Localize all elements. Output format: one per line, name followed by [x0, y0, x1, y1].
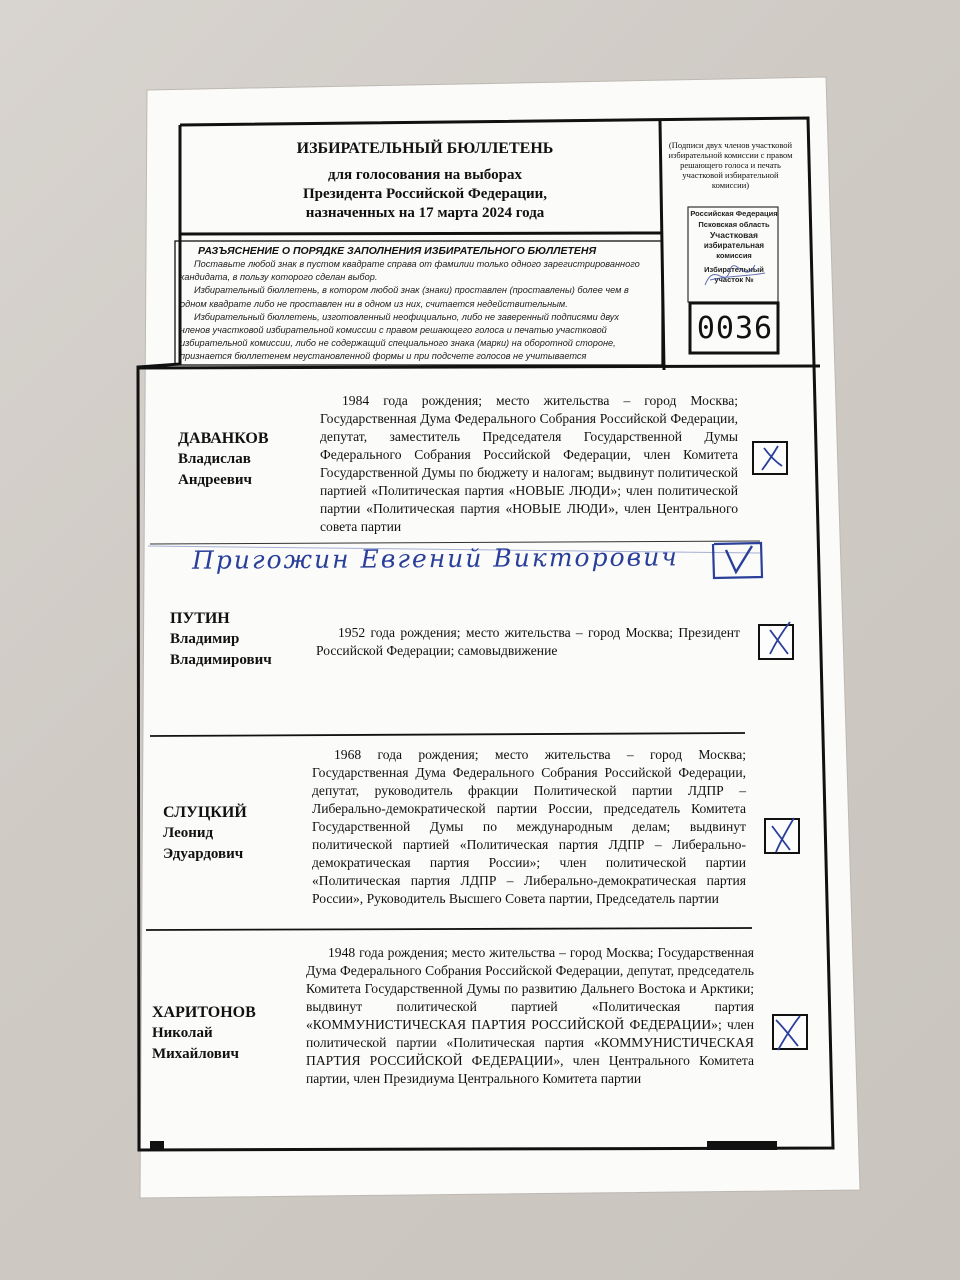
candidate-2-first-name: Владимир	[170, 631, 240, 647]
stamp-line-country: Российская Федерация	[690, 209, 778, 218]
ballot-subtitle-line3: назначенных на 17 марта 2024 года	[305, 205, 545, 221]
candidate-2-bio: 1952 года рождения; место жительства – город Москва; Президент Российской Федерации; самовыдвижение	[316, 625, 740, 658]
precinct-number: 0036	[696, 311, 774, 346]
candidate-2-patronymic: Владимирович	[170, 652, 272, 668]
candidate-3-bio: 1968 года рождения; место жительства – город Москва; Государственная Дума Федерального Собрания Российской Федерации, депутат, руководитель фракции Политической партии ЛДПР – Либерально-демократической партии России, председатель Комитета Государственной Думы по международным делам; выдвинут политической партией «Политическая партия ЛДПР – Либерально-демократическая партия России»; член политической партии «Политическая партия ЛДПР – Либерально-демократическая партия России», Руководитель Высшего Совета партии, Председатель партии	[312, 747, 746, 906]
stamp-line-6: Избирательный	[704, 264, 764, 274]
instructions-p3b: членов участковой избирательной комиссии с правом решающего голоса и печатью участковой	[180, 325, 607, 336]
stamp-line-4: избирательная	[703, 240, 765, 250]
instructions-p1a: Поставьте любой знак в пустом квадрате справа от фамилии только одного зарегистрированного	[194, 259, 640, 269]
candidate-1-surname: ДАВАНКОВ	[178, 430, 269, 447]
instructions-p3a: Избирательный бюллетень, изготовленный неофициально, либо не заверенный подписями двух	[194, 311, 619, 322]
instructions-p3d: признается бюллетенем неустановленной формы и при подсчете голосов не учитывается	[180, 351, 587, 362]
candidate-3-first-name: Леонид	[163, 825, 214, 841]
candidate-4-mark	[776, 1016, 800, 1050]
ballot-title: ИЗБИРАТЕЛЬНЫЙ БЮЛЛЕТЕНЬ	[296, 140, 554, 157]
instructions-title: РАЗЪЯСНЕНИЕ О ПОРЯДКЕ ЗАПОЛНЕНИЯ ИЗБИРАТЕЛЬНОГО БЮЛЛЕТЕНЯ	[198, 245, 597, 257]
instructions-p1b: кандидата, в пользу которого сделан выбор.	[180, 272, 378, 283]
instructions-p2b: одном квадрате либо не проставлен ни в одном из них, считается недействительным.	[180, 298, 568, 309]
ballot-subtitle-line1: для голосования на выборах	[328, 167, 522, 183]
signatures-note: (Подписи двух членов участковой избирательной комиссии с правом решающего голоса и печать участковой избирательной комиссии)	[668, 140, 793, 190]
candidate-4-surname: ХАРИТОНОВ	[152, 1004, 256, 1021]
write-in-text: Пригожин Евгений Викторович	[191, 542, 679, 575]
candidate-2-mark	[770, 622, 790, 654]
candidate-1-bio: 1984 года рождения; место жительства – город Москва; Государственная Дума Федерального Собрания Российской Федерации, депутат, заместитель Председателя Государственной Думы Федерального Собрания Российской Федерации, член Комитета Государственной Думы по бюджету и налогам; выдвинут политической партией «Политическая партия «НОВЫЕ ЛЮДИ»; член политической партии «Политическая партия «НОВЫЕ ЛЮДИ», член Центрального совета партии	[320, 393, 738, 534]
candidate-1-patronymic: Андреевич	[178, 472, 252, 488]
candidate-3-mark	[772, 818, 794, 852]
candidate-3-patronymic: Эдуардович	[163, 846, 244, 862]
stamp-line-7: участок №	[714, 275, 754, 284]
candidate-4-patronymic: Михайлович	[152, 1046, 239, 1062]
candidate-1-mark	[762, 446, 782, 470]
stamp-line-5: комиссия	[716, 251, 752, 260]
candidate-4-bio: 1948 года рождения; место жительства – город Москва; Государственная Дума Федерального Собрания Российской Федерации, депутат, председатель Комитета Государственной Думы по развитию Дальнего Востока и Арктики; выдвинут политической партией «Политическая партия «КОММУНИСТИЧЕСКАЯ ПАРТИЯ РОССИЙСКОЙ ФЕДЕРАЦИИ»; член политической партии «Политическая партия «КОММУНИСТИЧЕСКАЯ ПАРТИЯ РОССИЙСКОЙ ФЕДЕРАЦИИ», член Центрального Комитета партии, член Президиума Центрального Комитета партии	[306, 945, 754, 1086]
ballot-subtitle-line2: Президента Российской Федерации,	[302, 186, 548, 202]
stamp-line-region: Псковская область	[698, 219, 770, 229]
candidate-4-first-name: Николай	[152, 1025, 213, 1041]
instructions-p3c: избирательной комиссии, либо не содержащий специального знака (марки) на оборотной стороне,	[180, 338, 616, 349]
candidate-3-surname: СЛУЦКИЙ	[163, 804, 247, 821]
candidate-2-surname: ПУТИН	[170, 610, 230, 627]
instructions-p2a: Избирательный бюллетень, в котором любой знак (знаки) проставлен (проставлены) более чем в	[194, 285, 629, 296]
candidate-1-first-name: Владислав	[178, 451, 251, 467]
stamp-line-3: Участковая	[710, 230, 758, 240]
